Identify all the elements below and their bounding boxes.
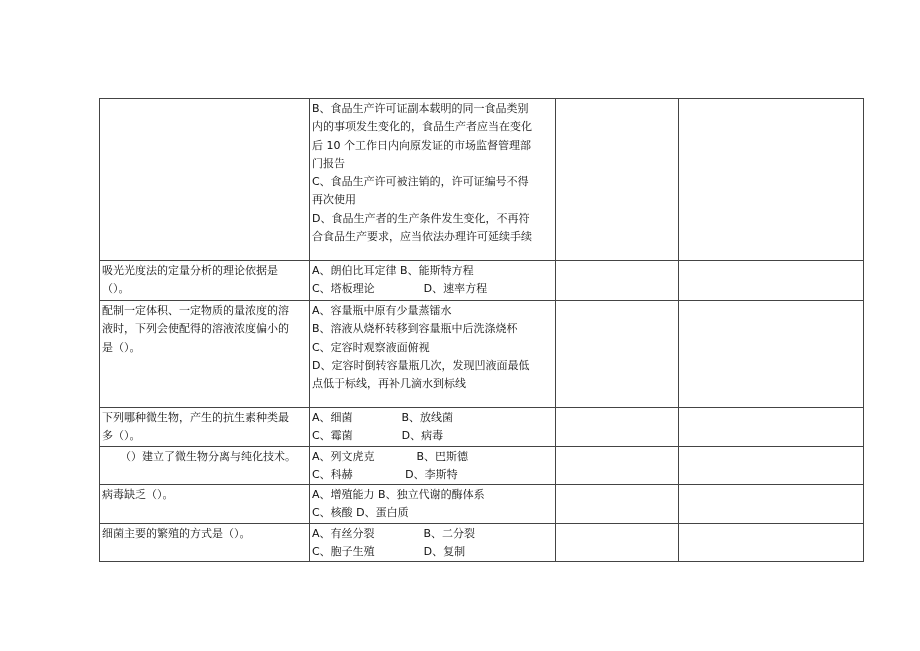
- blank-cell: [556, 99, 679, 261]
- option-line: D、定容时倒转容量瓶几次，发现凹液面最低: [312, 358, 530, 372]
- option-line: 后 10 个工作日内向原发证的市场监督管理部: [312, 138, 531, 152]
- question-line: 多（）。: [102, 429, 141, 443]
- blank-cell: [679, 446, 864, 485]
- table-row: [100, 408, 864, 447]
- option-line: C、定容时观察液面俯视: [312, 340, 430, 354]
- option-line: B、食品生产许可证副本载明的同一食品类别: [312, 102, 529, 115]
- options-cell: [310, 485, 556, 524]
- blank-cell: [679, 523, 864, 562]
- option-line: 门报告: [312, 156, 345, 170]
- option-line: A、增殖能力 B、独立代谢的酶体系: [312, 488, 485, 502]
- question-line: 下列哪种微生物，产生的抗生素种类最: [102, 411, 289, 424]
- option-line: A、有丝分裂 B、二分裂: [312, 526, 476, 540]
- options-cell: [310, 99, 556, 261]
- blank-cell: [556, 408, 679, 447]
- option-line: 点低于标线，再补几滴水到标线: [312, 377, 466, 391]
- blank-cell: [679, 485, 864, 524]
- option-line: C、核酸 D、蛋白质: [312, 506, 409, 520]
- blank-cell: [679, 408, 864, 447]
- table-row: [100, 99, 864, 261]
- option-line: 合食品生产要求，应当依法办理许可延续手续: [312, 230, 532, 244]
- options-cell: [310, 261, 556, 301]
- option-line: 再次使用: [312, 193, 356, 207]
- table-row: [100, 301, 864, 408]
- options-cell: [310, 301, 556, 408]
- blank-cell: [556, 485, 679, 524]
- blank-cell: [556, 261, 679, 301]
- question-line: 吸光光度法的定量分析的理论依据是: [102, 264, 278, 277]
- option-line: C、胞子生殖 D、复制: [312, 545, 466, 559]
- table-row: [100, 261, 864, 301]
- blank-cell: [679, 301, 864, 408]
- question-line: （）。: [102, 282, 130, 296]
- blank-cell: [679, 99, 864, 261]
- question-cell: [100, 523, 310, 562]
- blank-cell: [679, 261, 864, 301]
- option-line: C、霉菌 D、病毒: [312, 429, 444, 443]
- option-line: C、科赫 D、李斯特: [312, 467, 458, 481]
- blank-cell: [556, 446, 679, 485]
- question-cell: [100, 99, 310, 261]
- option-line: A、容量瓶中原有少量蒸镭水: [312, 304, 452, 317]
- options-cell: [310, 408, 556, 447]
- table-row: [100, 523, 864, 562]
- question-line: 细菌主要的繁殖的方式是（）。: [102, 526, 251, 540]
- option-line: B、溶液从烧杯转移到容量瓶中后洗涤烧杯: [312, 322, 518, 336]
- question-line: 是（）。: [102, 340, 141, 354]
- blank-cell: [556, 523, 679, 562]
- question-line: 配制一定体积、一定物质的量浓度的溶: [102, 304, 289, 317]
- table-row: [100, 446, 864, 485]
- option-line: D、食品生产者的生产条件发生变化，不再符: [312, 211, 530, 225]
- option-line: C、塔板理论 D、速率方程: [312, 282, 488, 296]
- question-line: 病毒缺乏（）。: [102, 488, 174, 502]
- question-line: 液时，下列会使配得的溶液浓度偏小的: [102, 322, 289, 336]
- question-cell: [100, 408, 310, 447]
- option-line: 内的事项发生变化的，食品生产者应当在变化: [312, 120, 532, 134]
- question-cell: [100, 301, 310, 408]
- blank-cell: [556, 301, 679, 408]
- question-cell: [100, 446, 310, 485]
- question-cell: [100, 261, 310, 301]
- options-cell: [310, 523, 556, 562]
- option-line: A、细菌 B、放线菌: [312, 411, 454, 424]
- question-table: [99, 98, 864, 562]
- option-line: A、朗伯比耳定律 B、能斯特方程: [312, 264, 474, 277]
- option-line: C、食品生产许可被注销的，许可证编号不得: [312, 175, 529, 189]
- question-cell: [100, 485, 310, 524]
- options-cell: [310, 446, 556, 485]
- option-line: A、列文虎克 B、巴斯德: [312, 449, 469, 463]
- question-line: （）建立了微生物分离与纯化技术。: [120, 449, 296, 463]
- table-row: [100, 485, 864, 524]
